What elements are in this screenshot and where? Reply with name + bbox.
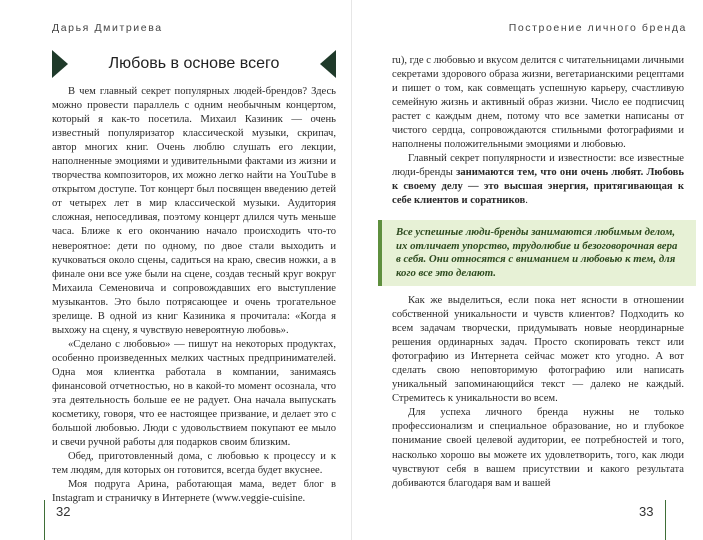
paragraph-with-emphasis bbox=[392, 152, 684, 208]
chapter-triangle-right bbox=[320, 50, 336, 78]
callout-box bbox=[378, 220, 696, 286]
paragraph: Как же выделиться, если пока нет ясности в отношении собственной уникальности и чувств клиентов? Подходить ко всем задачам творчески, придумывать новые неординарные решения ординарных задач. Просто скопировать текст или фотографию из Интернета сейчас может кто угодно. А вот сделать свою неповторимую фотографию или написать уникальный запоминающийся текст — далеко не каждый. Стремитесь к уникальности во всем. bbox=[392, 295, 684, 405]
callout-text: Все успешные люди-бренды занимаются любимым делом, их отличает упорство, трудолюбие и безоговорочная вера в себя. Они относятся с вниманием и любовью к тем, для кого все это делают. bbox=[396, 226, 678, 279]
paragraph: В чем главный секрет популярных людей-брендов? Здесь можно провести параллель с одним необычным концертом, который я как-то посетила. Михаил Казиник — очень известный популяризатор классической музыки, скрипач, автор многих книг. Очень люблю слушать его лекции, наполненные эмоциями и удивительными фактами из жизни и творчества композиторов, их можно легко найти на YouTube в открытом доступе. Тот концерт был посвящен введению детей от четырех лет в мир классической музыки. Аудитория сложная, непоседливая, поэтому концерт длился чуть меньше часа. Ближе к его окончанию начало происходить что-то невероятное: дети по одному, по двое стали выходить и кучковаться около сцены, садиться на краю, свесив ножки, а в финале они все уже были на сцене, создав тесный круг вокруг Михаила Семеновича и сопровождавших его выступление музыкантов. Это было потрясающее и очень трогательное зрелище. В одной из книг Казиника я прочитала: «Когда я выхожу на сцену, я чувствую невероятную любовь». bbox=[52, 86, 336, 336]
paragraph-start: Главный секрет популярности и известности: все известные люди-бренды bbox=[392, 153, 684, 179]
folio-rule-right bbox=[665, 500, 666, 540]
paragraph: Обед, приготовленный дома, с любовью к процессу и к тем людям, для которых он готовится, всегда будет вкуснее. bbox=[52, 451, 336, 477]
paragraph: Моя подруга Арина, работающая мама, ведет блог в Instagram и страничку в Интернете (www.veggie-cuisine. bbox=[52, 479, 336, 505]
left-body-text bbox=[52, 85, 336, 506]
left-page bbox=[0, 0, 351, 540]
paragraph: «Сделано с любовью» — пишут на некоторых продуктах, особенно произведенных мелких частных предпринимателей. Одна моя клиентка работала в компании, занимаясь финансовой отчетностью, но в какой-то момент осознала, что эта деятельность больше ее не радует. Она начала выпускать косметику, говоря, что ее настоящее призвание, и делает это с большой любовью. Люди с удовольствием покупают ее мыло и свечи ручной работы для подарков своим близким. bbox=[52, 338, 336, 449]
paragraph: ru), где с любовью и вкусом делится с читательницами личными секретами здорового образа жизни, вегетарианскими рецептами и пишет о том, как совмещать успешную карьеру, счастливую семейную жизнь и активный образ жизни. Число ее подписчиц растет с каждым днем, потому что все заметки написаны от чистого сердца, сопровождаются стильными фотографиями и наполнены положительными эмоциями и любовью. bbox=[392, 55, 684, 151]
paragraph: Для успеха личного бренда нужны не только профессионализм и специальное образование, но и глубокое понимание своей целевой аудитории, ее потребностей и того, насколько хорошо вы можете их удовлетворить, того, как люди чувствуют себя в вашем присутствии и какого результата добиваются благодаря вам и вашей bbox=[392, 407, 684, 489]
running-head-book-title: Построение личного бренда bbox=[508, 22, 687, 34]
callout-accent-bar bbox=[378, 220, 382, 286]
folio-rule-left bbox=[44, 500, 45, 540]
chapter-heading-band bbox=[52, 50, 336, 78]
emphasis-text: занимаются тем, что они очень любят. Любовь к своему делу — это высшая энергия, притягивающая к себе клиентов и соратников bbox=[392, 167, 684, 207]
paragraph-end: . bbox=[525, 195, 528, 207]
right-page bbox=[352, 0, 703, 540]
right-body-text-bottom bbox=[392, 294, 684, 491]
page-number-left: 32 bbox=[56, 504, 71, 519]
right-body-text-top bbox=[392, 54, 684, 209]
chapter-title: Любовь в основе всего bbox=[108, 55, 280, 72]
chapter-triangle-left bbox=[52, 50, 68, 78]
running-head-author: Дарья Дмитриева bbox=[52, 22, 163, 34]
page-number-right: 33 bbox=[639, 504, 654, 519]
